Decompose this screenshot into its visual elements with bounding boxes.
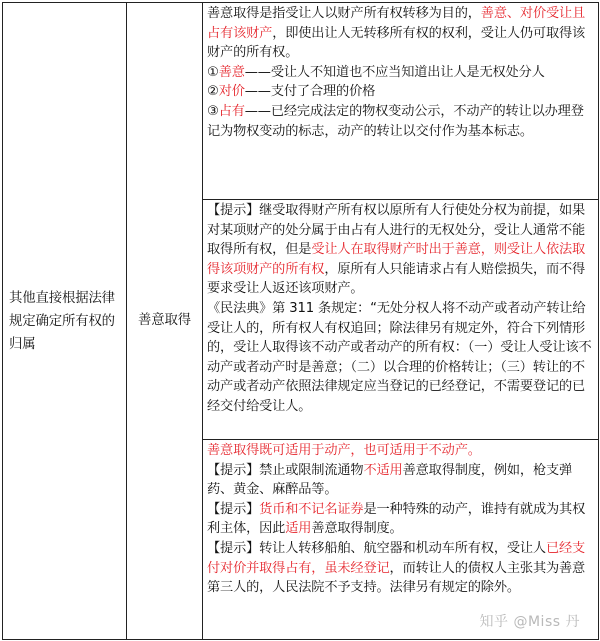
condition-keyword: 对价 <box>218 84 245 100</box>
table-row <box>3 3 599 200</box>
tip-restricted-goods <box>207 461 594 500</box>
condition-text: ——支付了合理的价格 <box>244 84 376 100</box>
tip-text-2: ，而转让人的债权人主张其为善意第三人的，人民法院不予支持。法律另有规定的除外。 <box>207 560 586 596</box>
condition-number: ① <box>207 64 219 80</box>
condition-text: ——已经完成法定的物权变动公示，不动产的转让以办理登记为物权变动的标志，动产的转让以交付作为基本标志。 <box>207 103 584 139</box>
definition-paragraph <box>207 4 594 63</box>
condition-number: ③ <box>207 103 219 119</box>
tip-vehicles <box>207 539 594 598</box>
definition-cell <box>203 3 599 200</box>
tip-emphasis-2: 适用 <box>285 521 312 537</box>
tip-currency <box>207 500 594 539</box>
tip-paragraph <box>207 201 594 299</box>
condition-number: ② <box>207 84 219 100</box>
tip-and-law-cell <box>203 200 599 440</box>
definition-text: 善意取得是指受让人以财产所有权转移为目的， <box>207 6 481 21</box>
application-cell <box>203 440 599 640</box>
civil-code-quote: 《民法典》第 311 条规定：“无处分权人将不动产或者动产转让给受让人的，所有权人有权追回；除法律另有规定外，符合下列情形的，受让人取得该不动产或者动产的所有权：（一）受让人受让该不动产或者动产时是善意；（二）以合理的价格转让；（三）转让的不动产或者动产依照法律规定应当登记的已经登记，不需要登记的已经交付给受让人。 <box>207 300 592 414</box>
tip-text-2: ，原所有人只能请求占有人赔偿损失，而不得要求受让人返还该项财产。 <box>207 261 586 297</box>
condition-keyword: 占有 <box>218 103 245 119</box>
subcategory-cell: 善意取得 <box>127 3 203 640</box>
tip-text: 【提示】继受取得财产所有权以原所有人行使处分权为前提，如果对某项财产的处分属于由占有人进行的无权处分，受让人通常不能取得所有权，但是 <box>207 203 586 258</box>
tip-emphasis: 受让人在取得财产时出于善意，则受让人依法取得该项财产的所有权 <box>207 242 586 277</box>
condition-item-consideration <box>207 82 594 102</box>
tip-text: 【提示】禁止或限制流通物 <box>207 462 364 478</box>
definition-text-2: ，即使出让人无转移所有权的权利，受让人仍可取得该财产的所有权。 <box>207 25 586 61</box>
condition-item-possession <box>207 102 594 141</box>
definition-emphasis: 善意、对价受让且占有该财产 <box>207 6 586 41</box>
tip-text-2: 善意取得制度，例如，枪支弹药、黄金、麻醉品等。 <box>207 462 573 498</box>
tip-emphasis: 货币和不记名证券 <box>259 501 364 517</box>
condition-keyword: 善意 <box>218 64 245 80</box>
tip-emphasis: 已经支付对价并取得占有，虽未经登记 <box>207 540 586 576</box>
tip-text-2: 是一种特殊的动产，谁持有就成为其权利主体，因此 <box>207 501 586 537</box>
law-summary-table <box>2 2 599 640</box>
tip-text-3: 善意取得制度。 <box>311 521 403 537</box>
tip-text: 【提示】转让人转移船舶、航空器和机动车所有权，受让人 <box>207 540 546 556</box>
scope-statement: 善意取得既可适用于动产，也可适用于不动产。 <box>207 443 481 458</box>
tip-emphasis: 不适用 <box>363 462 403 478</box>
condition-text: ——受让人不知道也不应当知道出让人是无权处分人 <box>244 64 545 80</box>
category-cell: 其他直接根据法律规定确定所有权的归属 <box>3 3 127 640</box>
condition-item-good-faith <box>207 63 594 83</box>
tip-text: 【提示】 <box>207 501 260 517</box>
watermark: 知乎 @Miss 丹 <box>479 614 580 630</box>
